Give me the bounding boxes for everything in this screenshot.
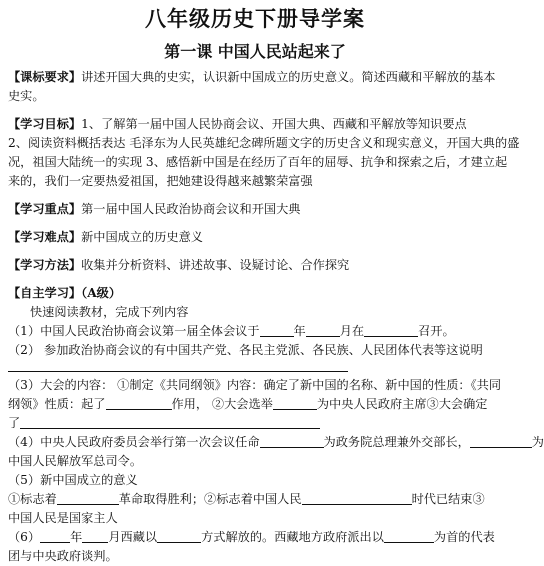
- standard-line-2: 史实。: [8, 89, 45, 103]
- goals-line-3: 况，祖国大陆统一的实现 3、感悟新中国是在经历了百年的屈辱、抗争和探索之后，才建立起: [8, 155, 508, 169]
- q6-text-b: 年: [70, 530, 83, 544]
- q6-blank-year[interactable]: [40, 529, 70, 543]
- question-2: （2） 参加政治协商会议的有中国共产党、各民主党派、各民族、人民团体代表等这说明: [8, 343, 483, 357]
- goals-text: 1、了解第一届中国人民协商会议、开国大典、西藏和平解放等知识要点: [81, 117, 467, 131]
- q5-text-d: 时代已结束③: [411, 492, 485, 506]
- key-point-line: [8, 200, 502, 219]
- key-point-text: 第一届中国人民政治协商会议和开国大典: [81, 202, 301, 216]
- question-1: [8, 322, 502, 341]
- q3-blank-chairman[interactable]: [273, 396, 317, 410]
- q1-text-c: 月在: [339, 324, 365, 338]
- q6-blank-month[interactable]: [82, 529, 108, 543]
- method-text: 收集并分析资料、讲述故事、设疑讨论、合作探究: [81, 258, 350, 272]
- question-3-line-1: （3）大会的内容： ①制定《共同纲领》内容：确定了新中国的名称、新中国的性质：《共同: [8, 378, 502, 392]
- goals-line-2: 2、阅读资料概括表达 毛泽东为人民英雄纪念碑所题文字的历史含义和现实意义，开国大典的盛: [8, 136, 520, 150]
- method-line: [8, 256, 502, 275]
- q3-blank-decisions[interactable]: [20, 415, 320, 429]
- method-label: 【学习方法】: [8, 258, 82, 272]
- difficulty-line: [8, 228, 502, 247]
- q6-blank-method[interactable]: [157, 529, 201, 543]
- q1-blank-place[interactable]: [364, 323, 418, 337]
- q1-blank-month[interactable]: [306, 323, 340, 337]
- question-5-line-2: [8, 490, 502, 509]
- q2-answer-blank[interactable]: [8, 360, 348, 372]
- q3-text-e: 了: [8, 416, 21, 430]
- q1-text-a: （1）中国人民政治协商会议第一届全体会议于: [8, 324, 260, 338]
- self-study-label: 【自主学习】（A级）: [8, 286, 122, 300]
- q5-blank-era[interactable]: [302, 491, 412, 505]
- question-6-line-1: [8, 528, 502, 547]
- difficulty-label: 【学习难点】: [8, 230, 82, 244]
- lesson-title: 第一课 中国人民站起来了: [164, 42, 346, 61]
- q5-text-c: 革命取得胜利；②标志着中国人民: [118, 492, 302, 506]
- self-study-intro: 快速阅读教材，完成下列内容: [30, 305, 189, 319]
- q4-text-a: （4）中央人民政府委员会举行第一次会议任命: [8, 435, 260, 449]
- q1-blank-year[interactable]: [260, 323, 294, 337]
- q1-text-d: 召开。: [418, 324, 455, 338]
- standard-line-1: [8, 68, 502, 87]
- question-5-line-3: 中国人民是国家主人: [8, 511, 118, 525]
- q5-blank-revolution[interactable]: [57, 491, 119, 505]
- key-point-label: 【学习重点】: [8, 202, 82, 216]
- question-4-line-2: 中国人民解放军总司令。: [8, 454, 143, 468]
- standard-text: 讲述开国大典的史实，认识新中国成立的历史意义。简述西藏和平解放的基本: [81, 70, 496, 84]
- q6-text-a: （6）: [8, 530, 41, 544]
- q4-blank-premier[interactable]: [260, 434, 324, 448]
- difficulty-text: 新中国成立的历史意义: [81, 230, 203, 244]
- goals-line-1: [8, 115, 502, 134]
- q4-text-b: 为政务院总理兼外交部长，: [323, 435, 470, 449]
- q6-text-d: 方式解放的。西藏地方政府派出以: [201, 530, 384, 544]
- question-6-line-2: 团与中央政府谈判。: [8, 549, 118, 563]
- q3-text-b: 纲领》性质：起了: [8, 397, 106, 411]
- q5-text-b: ①标志着: [8, 492, 57, 506]
- doc-title: 八年级历史下册导学案: [145, 6, 365, 31]
- q6-text-c: 月西藏以: [108, 530, 158, 544]
- q4-text-c: 为: [531, 435, 544, 449]
- question-3-line-2: [8, 395, 502, 414]
- q4-blank-commander[interactable]: [470, 434, 532, 448]
- q1-text-b: 年: [293, 324, 306, 338]
- question-5: （5）新中国成立的意义: [8, 473, 138, 487]
- q3-text-c: 作用， ②大会选举: [171, 397, 273, 411]
- standard-label: 【课标要求】: [8, 70, 82, 84]
- q6-blank-leader[interactable]: [384, 529, 434, 543]
- question-3-line-3: [8, 414, 502, 433]
- goals-line-4: 来的，我们一定要热爱祖国，把她建设得越来越繁荣富强: [8, 174, 313, 188]
- goals-label: 【学习目标】: [8, 117, 82, 131]
- q6-text-e: 为首的代表: [433, 530, 495, 544]
- q3-text-d: 为中央人民政府主席③大会确定: [316, 397, 488, 411]
- question-4-line-1: [8, 433, 544, 452]
- q3-blank-role[interactable]: [106, 396, 172, 410]
